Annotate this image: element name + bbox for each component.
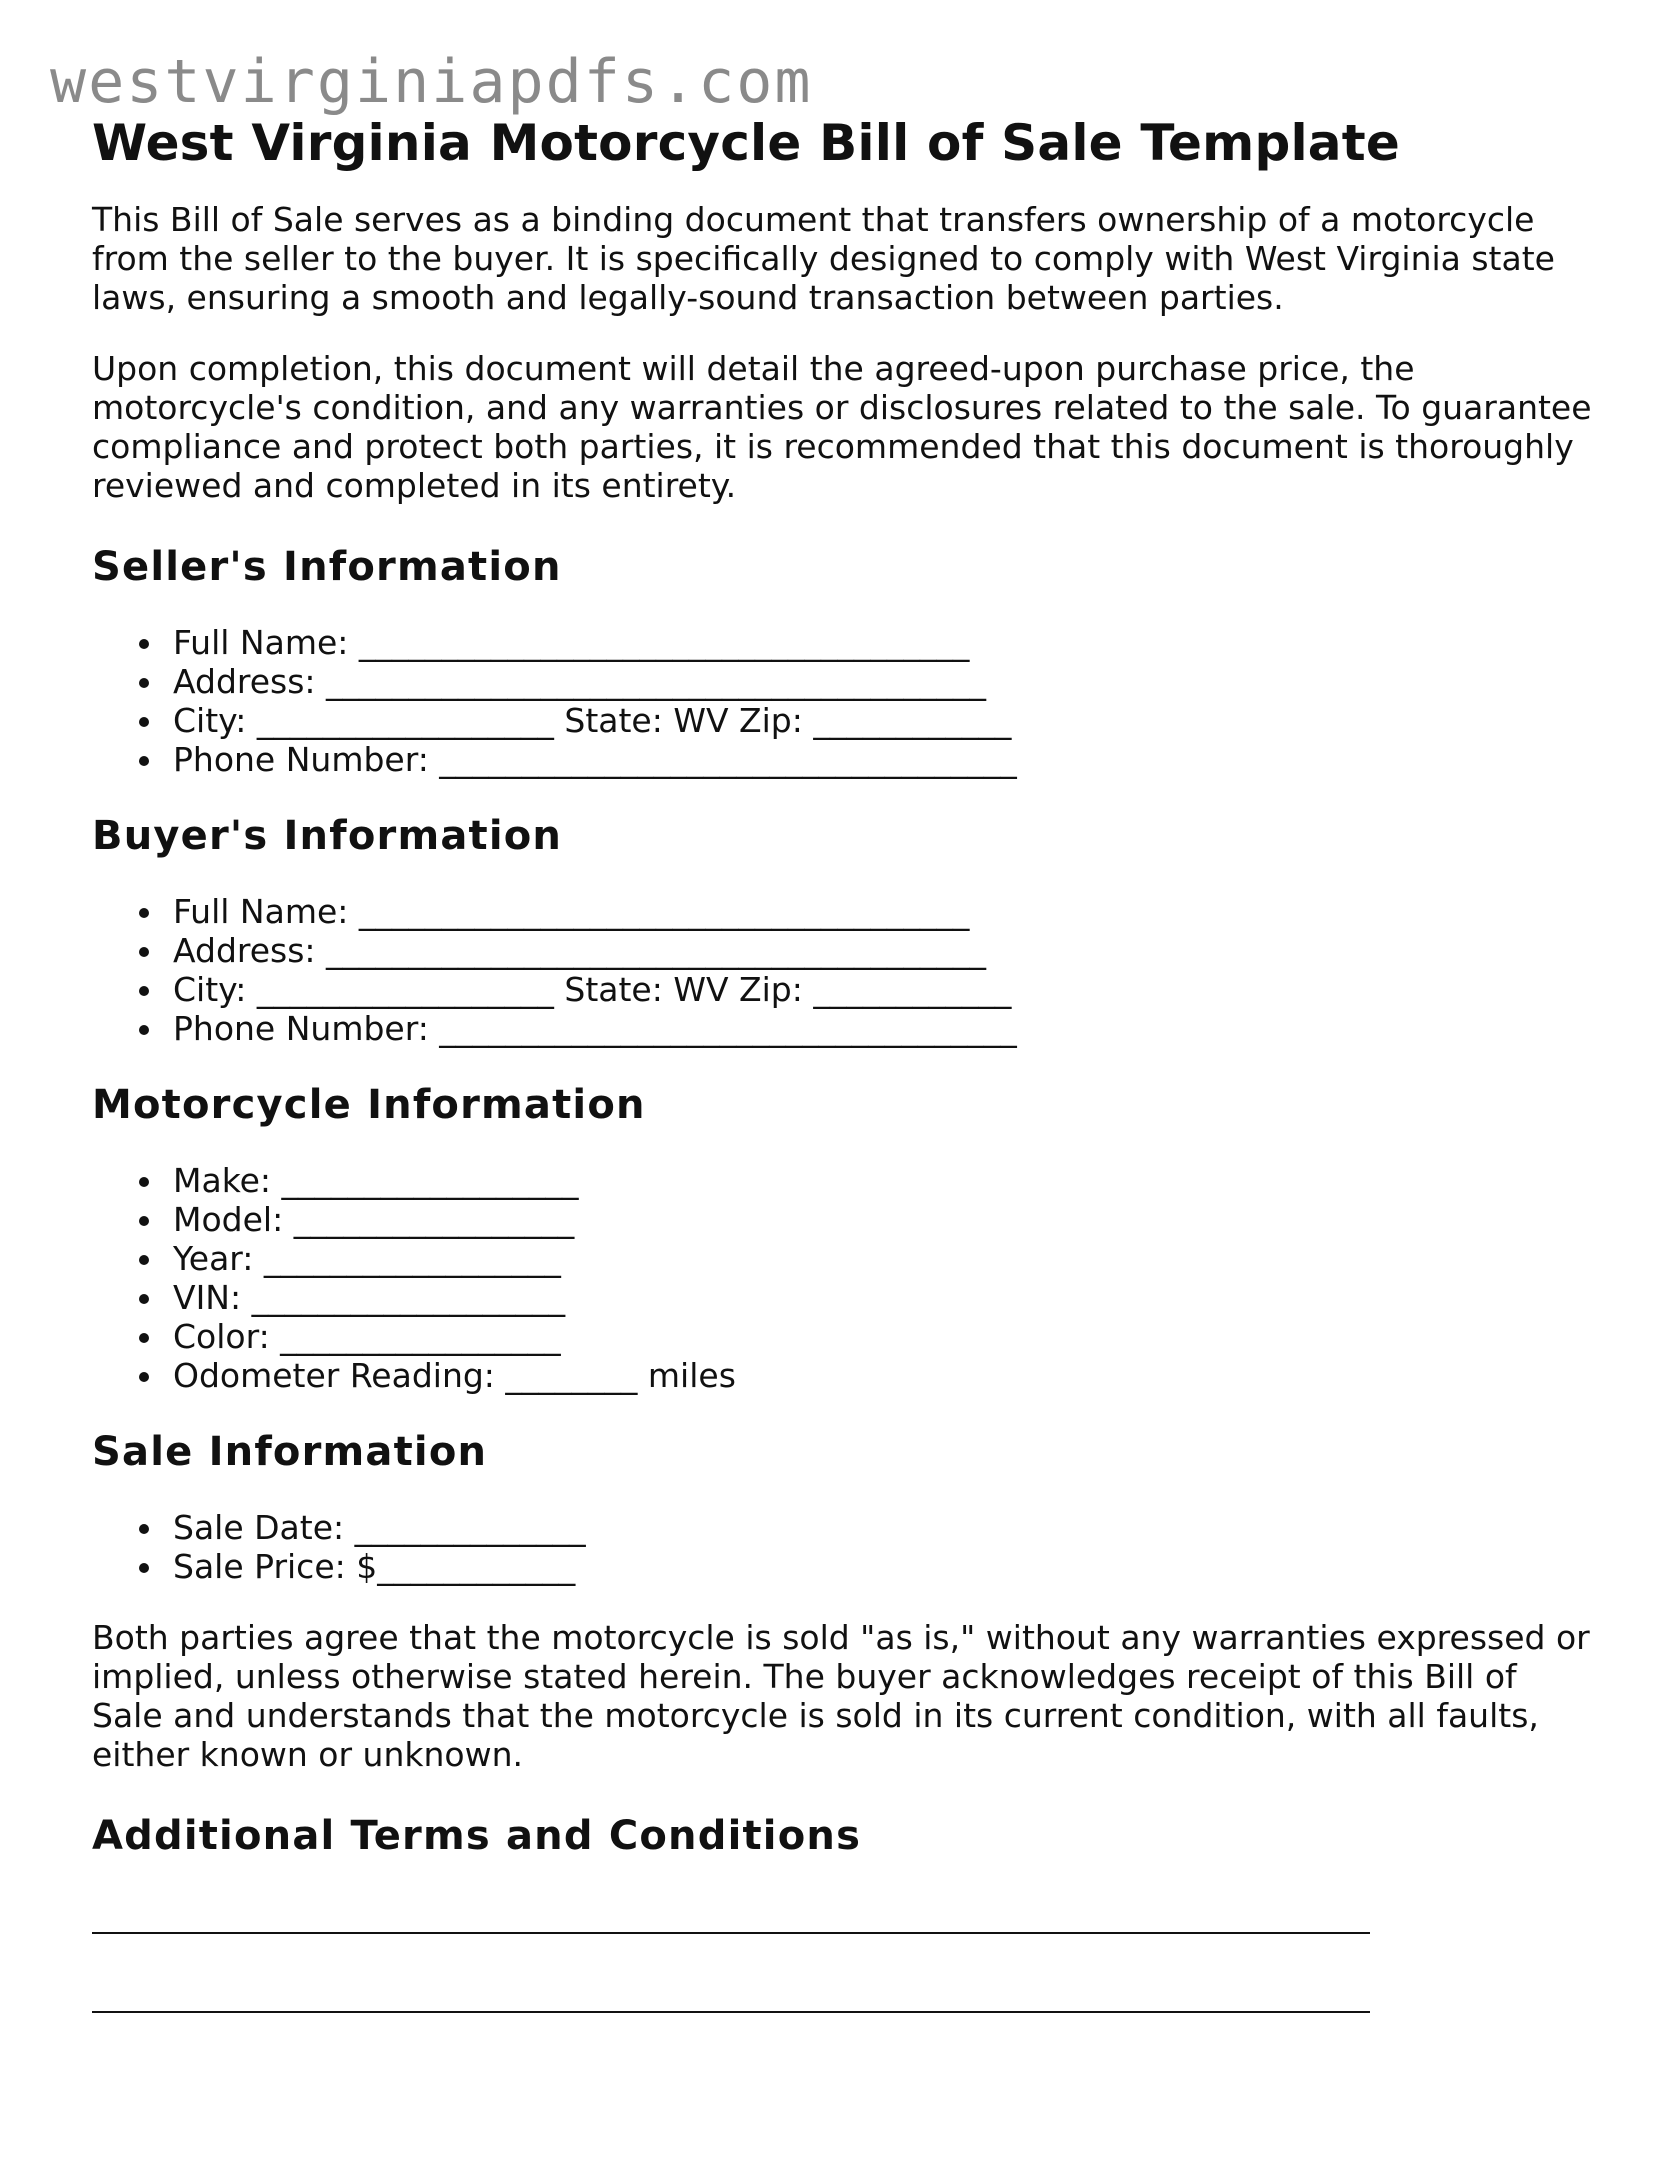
buyer-city-state-zip-field[interactable]: City: __________________ State: WV Zip: ____________ <box>92 970 1592 1009</box>
sale-date-field[interactable]: Sale Date: ______________ <box>92 1508 1592 1547</box>
seller-address-field[interactable]: Address: ________________________________________ <box>92 662 1592 701</box>
make-field[interactable]: Make: __________________ <box>92 1161 1592 1200</box>
terms-heading: Additional Terms and Conditions <box>92 1813 862 1859</box>
buyer-full-name-field[interactable]: Full Name: _____________________________________ <box>92 892 1592 931</box>
motorcycle-section <box>92 1081 1592 1395</box>
model-field[interactable]: Model: _________________ <box>92 1200 1592 1239</box>
vin-field[interactable]: VIN: ___________________ <box>92 1278 1592 1317</box>
terms-blank-line[interactable] <box>92 1932 1370 1934</box>
document-page <box>92 112 1592 2013</box>
color-field[interactable]: Color: _________________ <box>92 1317 1592 1356</box>
intro-paragraph: Upon completion, this document will detail the agreed-upon purchase price, the motorcycle's condition, and any warranties or disclosures related to the sale. To guarantee compliance and protect both parties, it is recommended that this document is thoroughly reviewed and completed in its entirety. <box>92 349 1592 505</box>
buyer-heading: Buyer's Information <box>92 813 563 859</box>
motorcycle-heading: Motorcycle Information <box>92 1082 646 1128</box>
as-is-paragraph: Both parties agree that the motorcycle is sold "as is," without any warranties expressed or implied, unless otherwise stated herein. The buyer acknowledges receipt of this Bill of Sale and understands that the motorcycle is sold in its current condition, with all faults, either known or unknown. <box>92 1618 1590 1774</box>
seller-section <box>92 543 1592 779</box>
buyer-address-field[interactable]: Address: ________________________________________ <box>92 931 1592 970</box>
year-field[interactable]: Year: __________________ <box>92 1239 1592 1278</box>
seller-full-name-field[interactable]: Full Name: _____________________________________ <box>92 623 1592 662</box>
site-watermark: westvirginiapdfs.com <box>50 47 813 117</box>
sale-heading: Sale Information <box>92 1429 488 1475</box>
terms-section <box>92 1812 1592 2013</box>
odometer-field[interactable]: Odometer Reading: ________ miles <box>92 1356 1592 1395</box>
sale-section <box>92 1428 1592 1586</box>
buyer-section <box>92 812 1592 1048</box>
intro-paragraph: This Bill of Sale serves as a binding document that transfers ownership of a motorcycle from the seller to the buyer. It is specifically designed to comply with West Virginia state laws, ensuring a smooth and legally-sound transaction between parties. <box>92 200 1555 317</box>
buyer-phone-field[interactable]: Phone Number: ___________________________________ <box>92 1009 1592 1048</box>
sale-fields <box>92 1508 1592 1586</box>
seller-fields <box>92 623 1592 779</box>
terms-blank-line[interactable] <box>92 2011 1370 2013</box>
seller-city-state-zip-field[interactable]: City: __________________ State: WV Zip: ____________ <box>92 701 1592 740</box>
document-title: West Virginia Motorcycle Bill of Sale Template <box>92 114 1400 172</box>
seller-phone-field[interactable]: Phone Number: ___________________________________ <box>92 740 1592 779</box>
motorcycle-fields <box>92 1161 1592 1395</box>
buyer-fields <box>92 892 1592 1048</box>
seller-heading: Seller's Information <box>92 544 562 590</box>
sale-price-field[interactable]: Sale Price: $____________ <box>92 1547 1592 1586</box>
